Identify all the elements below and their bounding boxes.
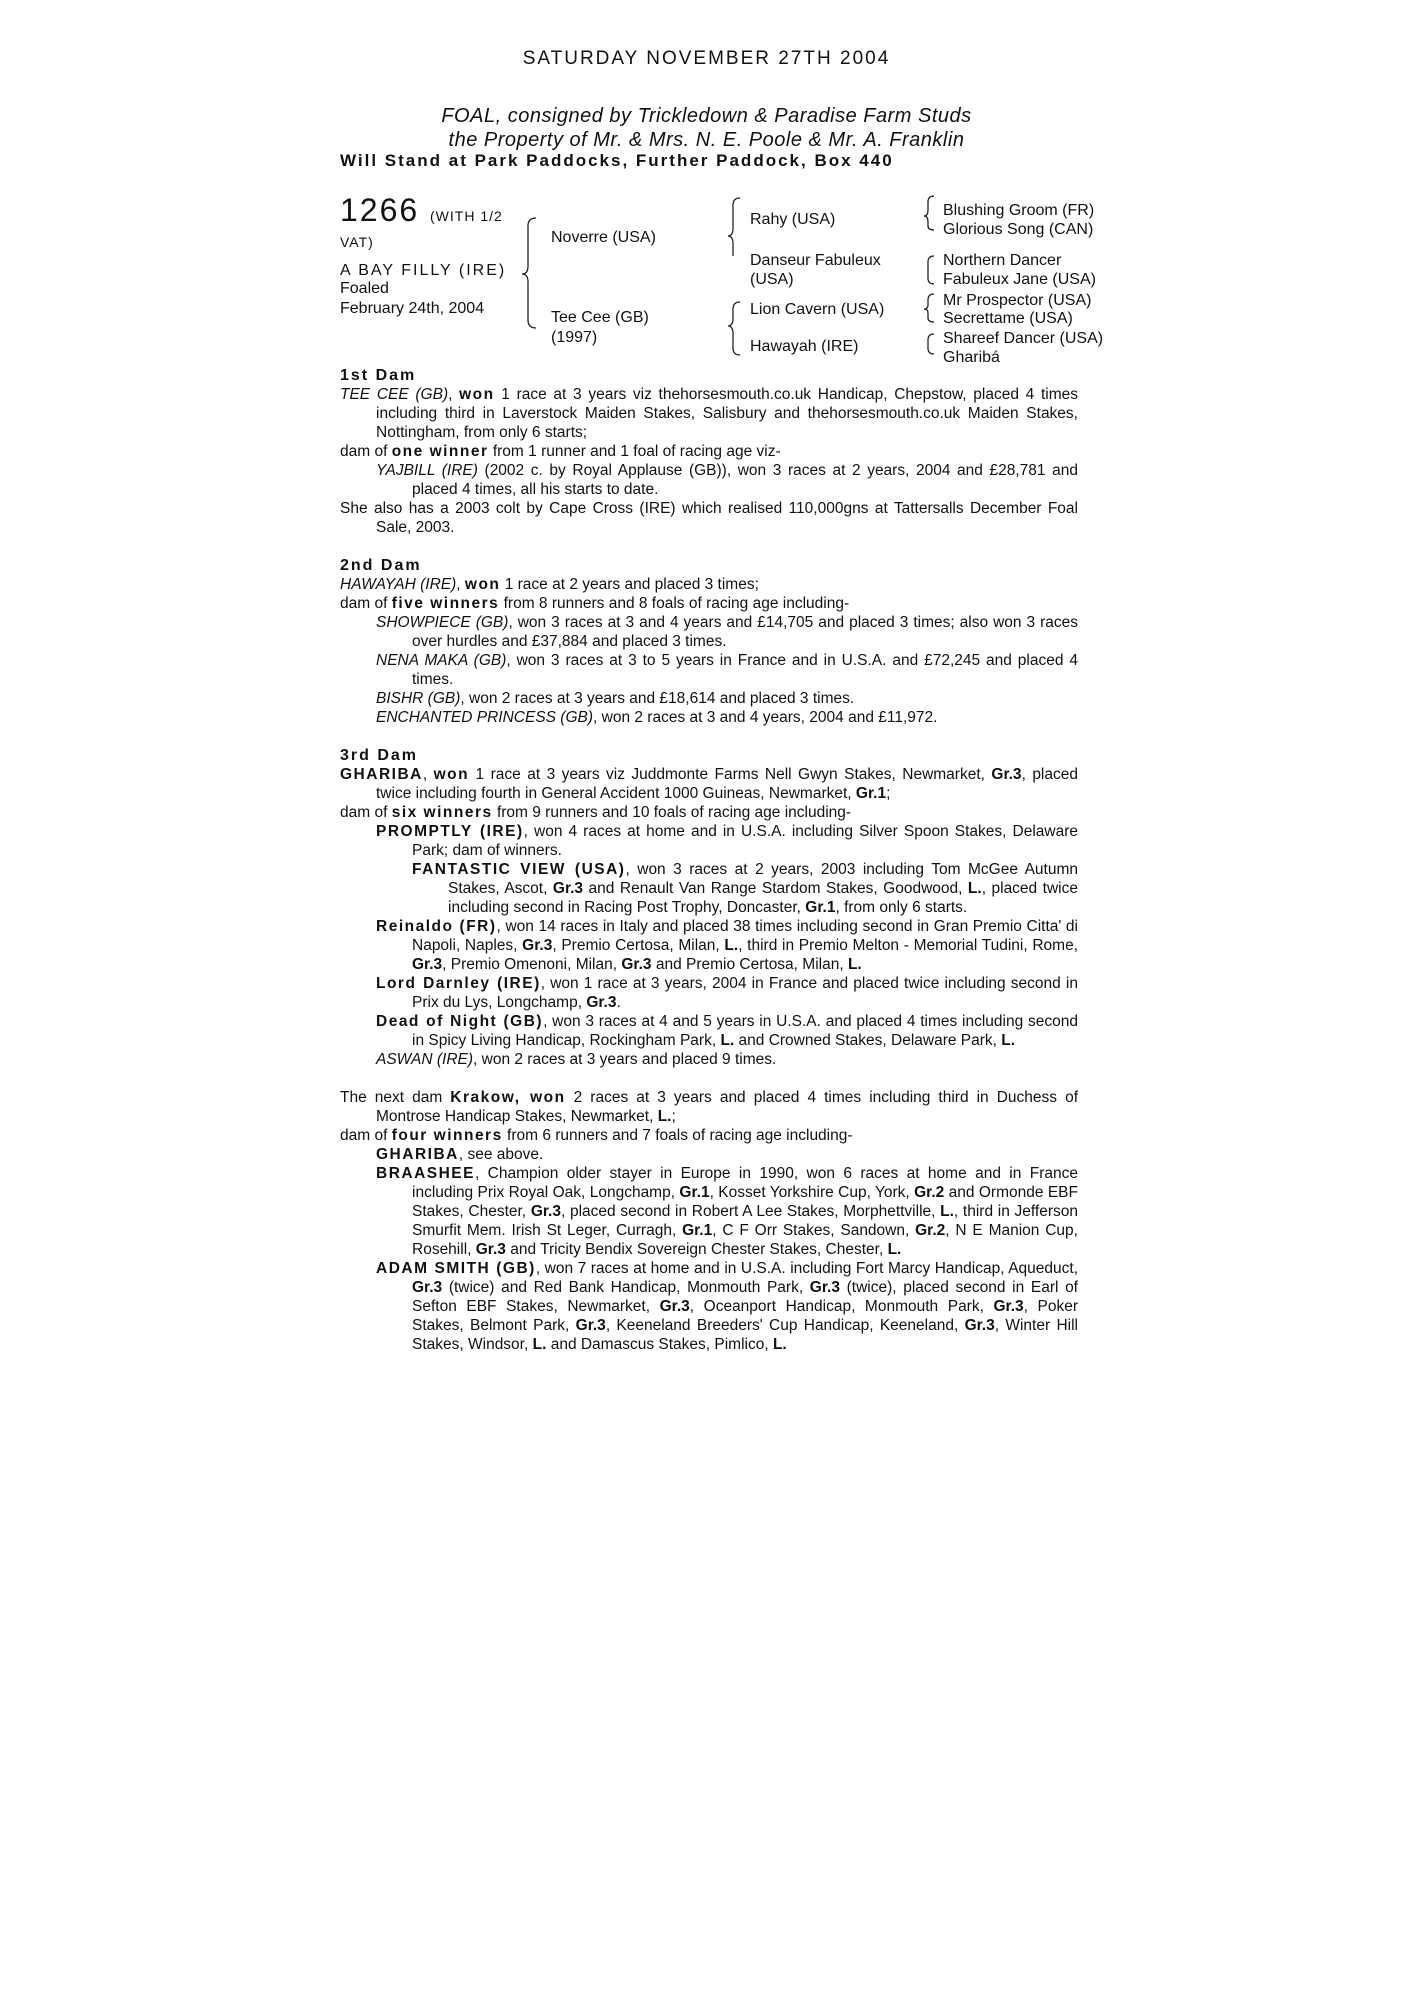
sale-date: SATURDAY NOVEMBER 27TH 2004 (522, 48, 891, 69)
sire-dam: Danseur Fabuleux (750, 252, 881, 269)
grandparent-1: Blushing Groom (FR) (943, 202, 1095, 219)
foaled-date: February 24th, 2004 (340, 300, 485, 317)
gp-brace-4 (928, 334, 934, 354)
grandparent-4: Fabuleux Jane (USA) (943, 271, 1096, 288)
third-dam-heading: 3rd Dam (340, 747, 419, 764)
second-dam-record: HAWAYAH (IRE), won 1 race at 2 years and placed 3 times; (340, 576, 759, 593)
list-item: Lord Darnley (IRE), won 1 race at 3 years, 2004 in France and placed twice including second in Prix du Lys, Longchamp, Gr.3. (376, 975, 1078, 1011)
produce-record (340, 366, 1078, 1354)
main-brace (522, 218, 536, 328)
gp-brace-1 (924, 196, 934, 230)
grandparent-5: Mr Prospector (USA) (943, 292, 1092, 309)
list-item: ASWAN (IRE), won 2 races at 3 years and placed 9 times. (376, 1051, 777, 1068)
list-item: Dead of Night (GB), won 3 races at 4 and 5 years in U.S.A. and placed 4 times including second in Spicy Living Handicap, Rockingham Park, L. and Crowned Stakes, Delaware Park, L. (376, 1013, 1078, 1049)
list-item: GHARIBA, see above. (376, 1146, 544, 1163)
grandparent-3: Northern Dancer (943, 252, 1062, 269)
list-item: BISHR (GB), won 2 races at 3 years and £18,614 and placed 3 times. (376, 690, 855, 707)
grandparent-2: Glorious Song (CAN) (943, 221, 1094, 238)
second-dam-heading: 2nd Dam (340, 557, 422, 574)
sire-name: Noverre (USA) (551, 229, 656, 246)
vat-note-end: VAT) (340, 234, 374, 250)
also-note: She also has a 2003 colt by Cape Cross (IRE) which realised 110,000gns at Tattersalls December Foal Sale, 2003. (340, 500, 1078, 536)
next-dam-record: The next dam Krakow, won 2 races at 3 years and placed 4 times including third in Duchess of Montrose Handicap Stakes, Newmarket, L.; (340, 1089, 1079, 1125)
sire-dam-country: (USA) (750, 271, 794, 288)
property-line: the Property of Mr. & Mrs. N. E. Poole & Mr. A. Franklin (448, 129, 965, 151)
list-item: SHOWPIECE (GB), won 3 races at 3 and 4 years and £14,705 and placed 3 times; also won 3 races over hurdles and £37,884 and placed 3 times. (376, 614, 1078, 650)
grandparent-6: Secrettame (USA) (943, 310, 1073, 327)
second-dam-produce: dam of five winners from 8 runners and 8 foals of racing age including- (340, 595, 850, 612)
sire-brace (728, 198, 740, 256)
list-item: Reinaldo (FR), won 14 races in Italy and placed 38 times including second in Gran Premio Citta' di Napoli, Naples, Gr.3, Premio Certosa, Milan, L., third in Premio Melton - Memorial Tudini, Rome, Gr.3, Premio Omenoni, Milan, Gr.3 and Premio Certosa, Milan, L. (376, 918, 1078, 973)
stabling-line: Will Stand at Park Paddocks, Further Paddock, Box 440 (340, 151, 894, 170)
grandparent-8: Gharibá (943, 349, 1000, 366)
lot-number: 1266 (340, 192, 420, 228)
foaled-label: Foaled (340, 280, 389, 297)
dam-dam: Hawayah (IRE) (750, 338, 859, 355)
grandparent-7: Shareef Dancer (USA) (943, 330, 1104, 347)
list-item: YAJBILL (IRE) (2002 c. by Royal Applause (GB)), won 3 races at 2 years, 2004 and £28,781 and placed 4 times, all his starts to date. (376, 462, 1078, 498)
third-dam-record: GHARIBA, won 1 race at 3 years viz Juddmonte Farms Nell Gwyn Stakes, Newmarket, Gr.3, placed twice including fourth in General Accident 1000 Guineas, Newmarket, Gr.1; (340, 766, 1078, 802)
third-dam-produce: dam of six winners from 9 runners and 10 foals of racing age including- (340, 804, 852, 821)
dam-name: Tee Cee (GB) (551, 309, 649, 326)
horse-description: A BAY FILLY (IRE) (340, 262, 507, 279)
pedigree-braces (0, 0, 1413, 380)
list-item: ENCHANTED PRINCESS (GB), won 2 races at 3 and 4 years, 2004 and £11,972. (376, 709, 938, 726)
list-item: FANTASTIC VIEW (USA), won 3 races at 2 years, 2003 including Tom McGee Autumn Stakes, Ascot, Gr.3 and Renault Van Range Stardom Stakes, Goodwood, L., placed twice including second in Racing Post Trophy, Doncaster, Gr.1, from only 6 starts. (412, 861, 1078, 916)
dam-year: (1997) (551, 329, 598, 346)
dam-brace (728, 302, 740, 355)
list-item: BRAASHEE, Champion older stayer in Europe in 1990, won 6 races at home and in France including Prix Royal Oak, Longchamp, Gr.1, Kosset Yorkshire Cup, York, Gr.2 and Ormonde EBF Stakes, Chester, Gr.3, placed second in Robert A Lee Stakes, Morphettville, L., third in Jefferson Smurfit Mem. Irish St Leger, Curragh, Gr.1, C F Orr Stakes, Sandown, Gr.2, N E Manion Cup, Rosehill, Gr.3 and Tricity Bendix Sovereign Chester Stakes, Chester, L. (376, 1165, 1079, 1258)
next-dam-produce: dam of four winners from 6 runners and 7 foals of racing age including- (340, 1127, 853, 1144)
list-item: NENA MAKA (GB), won 3 races at 3 to 5 years in France and in U.S.A. and £72,245 and placed 4 times. (376, 652, 1079, 688)
list-item: PROMPTLY (IRE), won 4 races at home and in U.S.A. including Silver Spoon Stakes, Delaware Park; dam of winners. (376, 823, 1078, 859)
gp-brace-3 (924, 294, 934, 322)
gp-brace-2 (928, 256, 934, 284)
consignor-line: FOAL, consigned by Trickledown & Paradise Farm Studs (441, 105, 972, 127)
vat-note: (WITH 1/2 (430, 208, 503, 224)
first-dam-produce: dam of one winner from 1 runner and 1 foal of racing age viz- (340, 443, 781, 460)
first-dam-heading: 1st Dam (340, 367, 417, 384)
first-dam-record: TEE CEE (GB), won 1 race at 3 years viz thehorsesmouth.co.uk Handicap, Chepstow, placed 4 times including third in Laverstock Maiden Stakes, Salisbury and thehorsesmouth.co.uk Maiden Stakes, Nottingham, from only 6 starts; (340, 386, 1078, 441)
dam-sire: Lion Cavern (USA) (750, 301, 885, 318)
list-item: ADAM SMITH (GB), won 7 races at home and in U.S.A. including Fort Marcy Handicap, Aqueduct, Gr.3 (twice) and Red Bank Handicap, Monmouth Park, Gr.3 (twice), placed second in Earl of Sefton EBF Stakes, Newmarket, Gr.3, Oceanport Handicap, Monmouth Park, Gr.3, Poker Stakes, Belmont Park, Gr.3, Keeneland Breeders' Cup Handicap, Keeneland, Gr.3, Winter Hill Stakes, Windsor, L. and Damascus Stakes, Pimlico, L. (376, 1260, 1079, 1353)
sire-sire: Rahy (USA) (750, 211, 836, 228)
